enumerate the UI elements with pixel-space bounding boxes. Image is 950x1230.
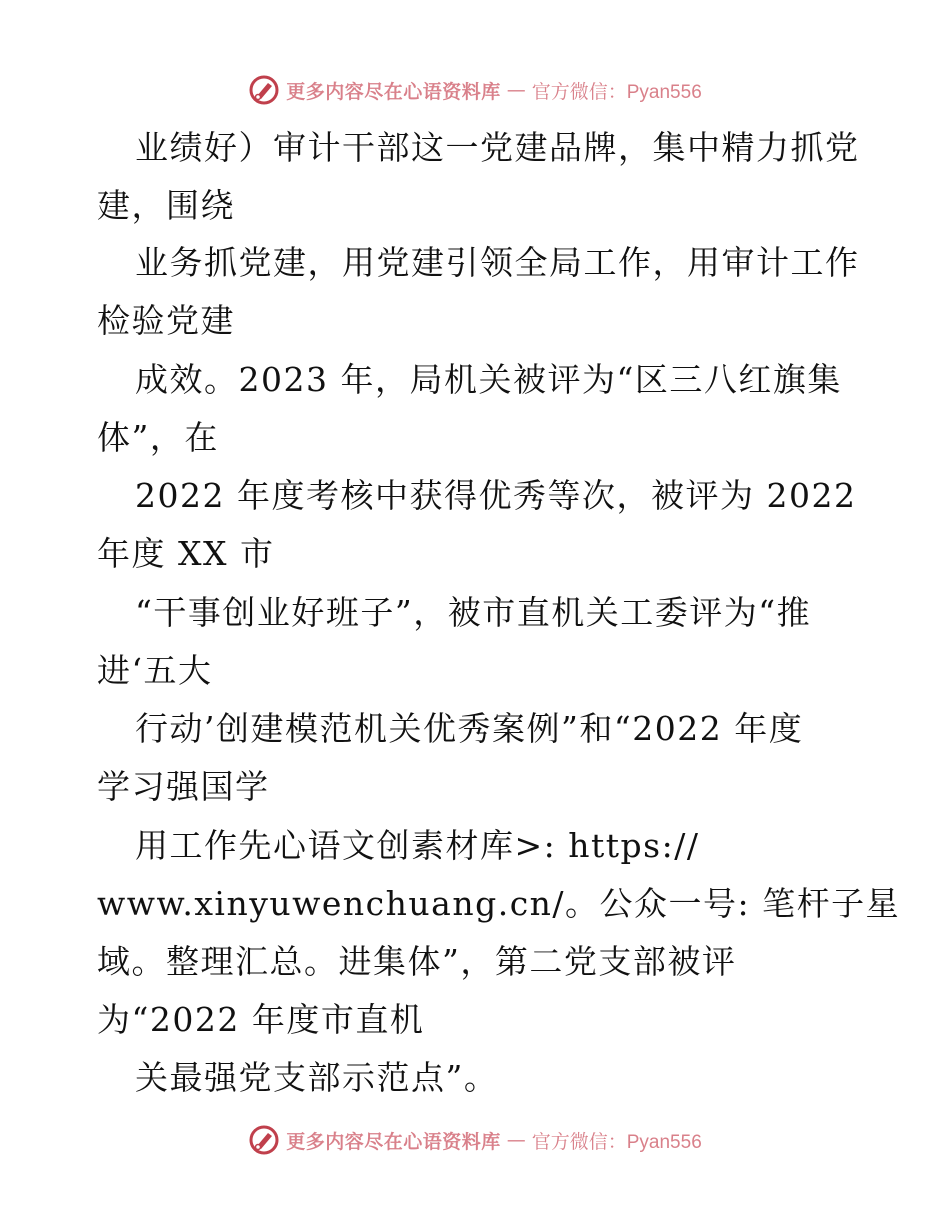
body-line: 体”，在 (97, 418, 219, 457)
body-line: www.xinyuwenchuang.cn/。公众一号: 笔杆子星 (97, 884, 901, 923)
header-banner-contact: 官方微信：Pyan556 (531, 81, 702, 103)
body-line: 2022 年度考核中获得优秀等次，被评为 2022 (135, 476, 857, 515)
header-banner-separator: — (506, 79, 526, 101)
body-line: 关最强党支部示范点”。 (135, 1058, 499, 1097)
body-line: 域。整理汇总。进集体”，第二党支部被评 (97, 942, 737, 981)
body-line: 行动’创建模范机关优秀案例”和“2022 年度 (135, 709, 804, 748)
body-line: 用工作先心语文创素材库>: https:// (135, 826, 700, 865)
body-line: 进‘五大 (97, 651, 213, 690)
body-line: 建，围绕 (97, 186, 235, 225)
body-line: 为“2022 年度市直机 (97, 1000, 425, 1039)
body-line: 学习强国学 (97, 767, 270, 806)
body-line: 业务抓党建，用党建引领全局工作，用审计工作 (135, 243, 860, 282)
header-banner-title: 更多内容尽在心语资料库 (286, 80, 501, 103)
footer-banner-separator: — (506, 1129, 526, 1151)
body-line: 检验党建 (97, 301, 235, 340)
footer-banner (0, 1122, 950, 1158)
footer-banner-title: 更多内容尽在心语资料库 (286, 1130, 501, 1153)
brand-logo-icon (248, 1124, 280, 1156)
body-line: 成效。2023 年，局机关被评为“区三八红旗集 (135, 360, 842, 399)
body-line: 年度 XX 市 (97, 534, 275, 573)
body-line: 业绩好）审计干部这一党建品牌，集中精力抓党 (135, 128, 860, 167)
footer-banner-contact: 官方微信：Pyan556 (531, 1131, 702, 1153)
body-line: “干事创业好班子”，被市直机关工委评为“推 (135, 593, 812, 632)
